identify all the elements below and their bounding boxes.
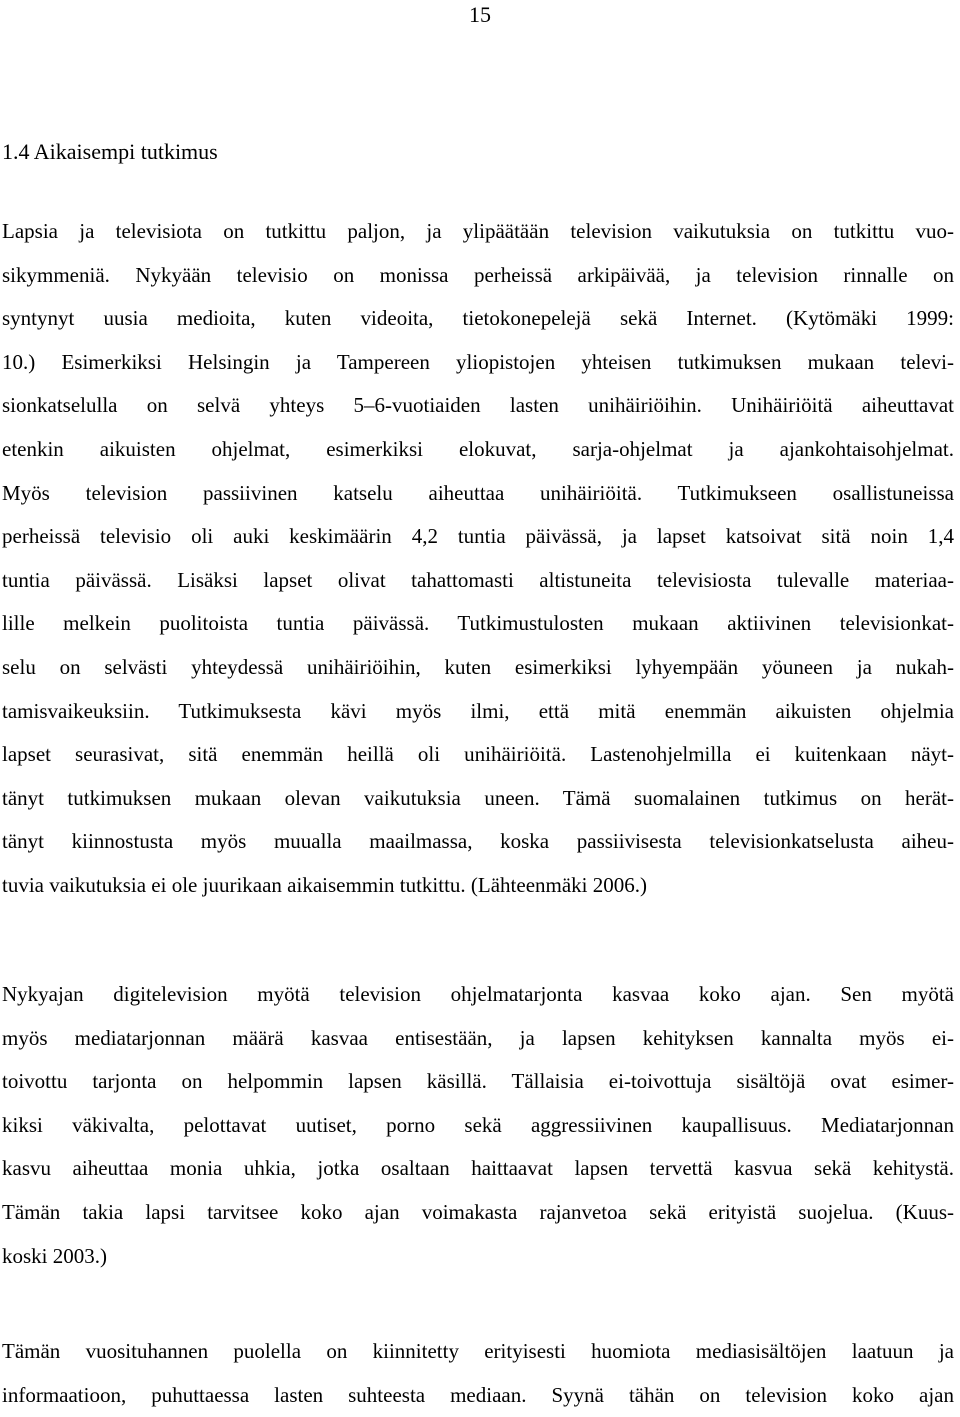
paragraph-line: koski 2003.) [2,1243,107,1268]
paragraph-2 [2,973,954,1278]
paragraph-line: etenkin aikuisten ohjelmat, esimerkiksi elokuvat, sarja-ohjelmat ja ajankohtaisohjelmat. [2,436,954,461]
paragraph-line: Nykyajan digitelevision myötä television ohjelmatarjonta kasvaa koko ajan. Sen myötä [2,982,954,1006]
section-heading: 1.4 Aikaisempi tutkimus [2,139,218,164]
paragraph-line: Tämän takia lapsi tarvitsee koko ajan voimakasta rajanvetoa sekä erityistä suojelua. (Kuus- [2,1199,954,1224]
paragraph-3 [2,1330,954,1417]
paragraph-line: Lapsia ja televisiota on tutkittu paljon, ja ylipäätään television vaikutuksia on tutkittu vuo- [2,219,954,243]
paragraph-line: lille melkein puolitoista tuntia päivässä. Tutkimustulosten mukaan aktiivinen televisionkat- [2,611,954,636]
page-number: 15 [469,2,491,27]
paragraph-line: sikymmeniä. Nykyään televisio on monissa perheissä arkipäivää, ja television rinnalle on [2,262,954,287]
paragraph-line: informaatioon, puhuttaessa lasten suhteesta mediaan. Syynä tähän on television koko ajan [2,1382,954,1407]
paragraph-line: toivottu tarjonta on helpommin lapsen käsillä. Tällaisia ei-toivottuja sisältöjä ovat esimer- [2,1069,954,1094]
paragraph-line: 10.) Esimerkiksi Helsingin ja Tampereen yliopistojen yhteisen tutkimuksen mukaan televi- [2,349,954,374]
paragraph-line: tamisvaikeuksiin. Tutkimuksesta kävi myös ilmi, että mitä enemmän aikuisten ohjelmia [2,698,954,723]
paragraph-line: tänyt tutkimuksen mukaan olevan vaikutuksia uneen. Tämä suomalainen tutkimus on herät- [2,785,954,810]
paragraph-line: perheissä televisio oli auki keskimäärin 4,2 tuntia päivässä, ja lapset katsoivat sitä noin 1,4 [2,524,954,549]
paragraph-line: tuntia päivässä. Lisäksi lapset olivat tahattomasti altistuneita televisiosta tulevalle materiaa- [2,567,954,592]
paragraph-line: Myös television passiivinen katselu aiheuttaa unihäiriöitä. Tutkimukseen osallistuneissa [2,480,954,505]
paragraph-line: sionkatselulla on selvä yhteys 5–6-vuotiaiden lasten unihäiriöihin. Unihäiriöitä aiheuttavat [2,393,954,418]
paragraph-line: Tämän vuosituhannen puolella on kiinnitetty erityisesti huomiota mediasisältöjen laatuun ja [2,1339,954,1363]
paragraph-line: kiksi väkivalta, pelottavat uutiset, porno sekä aggressiivinen kaupallisuus. Mediatarjonnan [2,1112,954,1137]
paragraph-line: syntynyt uusia medioita, kuten videoita, tietokonepelejä sekä Internet. (Kytömäki 1999: [2,306,954,331]
paragraph-line: kasvu aiheuttaa monia uhkia, jotka osaltaan haittaavat lapsen tervettä kasvua sekä kehitystä. [2,1156,954,1181]
paragraph-1 [2,210,954,908]
paragraph-line: myös mediatarjonnan määrä kasvaa entisestään, ja lapsen kehityksen kannalta myös ei- [2,1025,954,1050]
paragraph-line: lapset seurasivat, sitä enemmän heillä oli unihäiriöitä. Lastenohjelmilla ei kuitenkaan näyt- [2,742,954,767]
paragraph-line: tuvia vaikutuksia ei ole juurikaan aikaisemmin tutkittu. (Lähteenmäki 2006.) [2,872,648,897]
paragraph-line: tänyt kiinnostusta myös muualla maailmassa, koska passiivisesta televisionkatselusta aiheu- [2,829,954,854]
paragraph-line: selu on selvästi yhteydessä unihäiriöihin, kuten esimerkiksi lyhyempään yöuneen ja nukah- [2,654,954,679]
